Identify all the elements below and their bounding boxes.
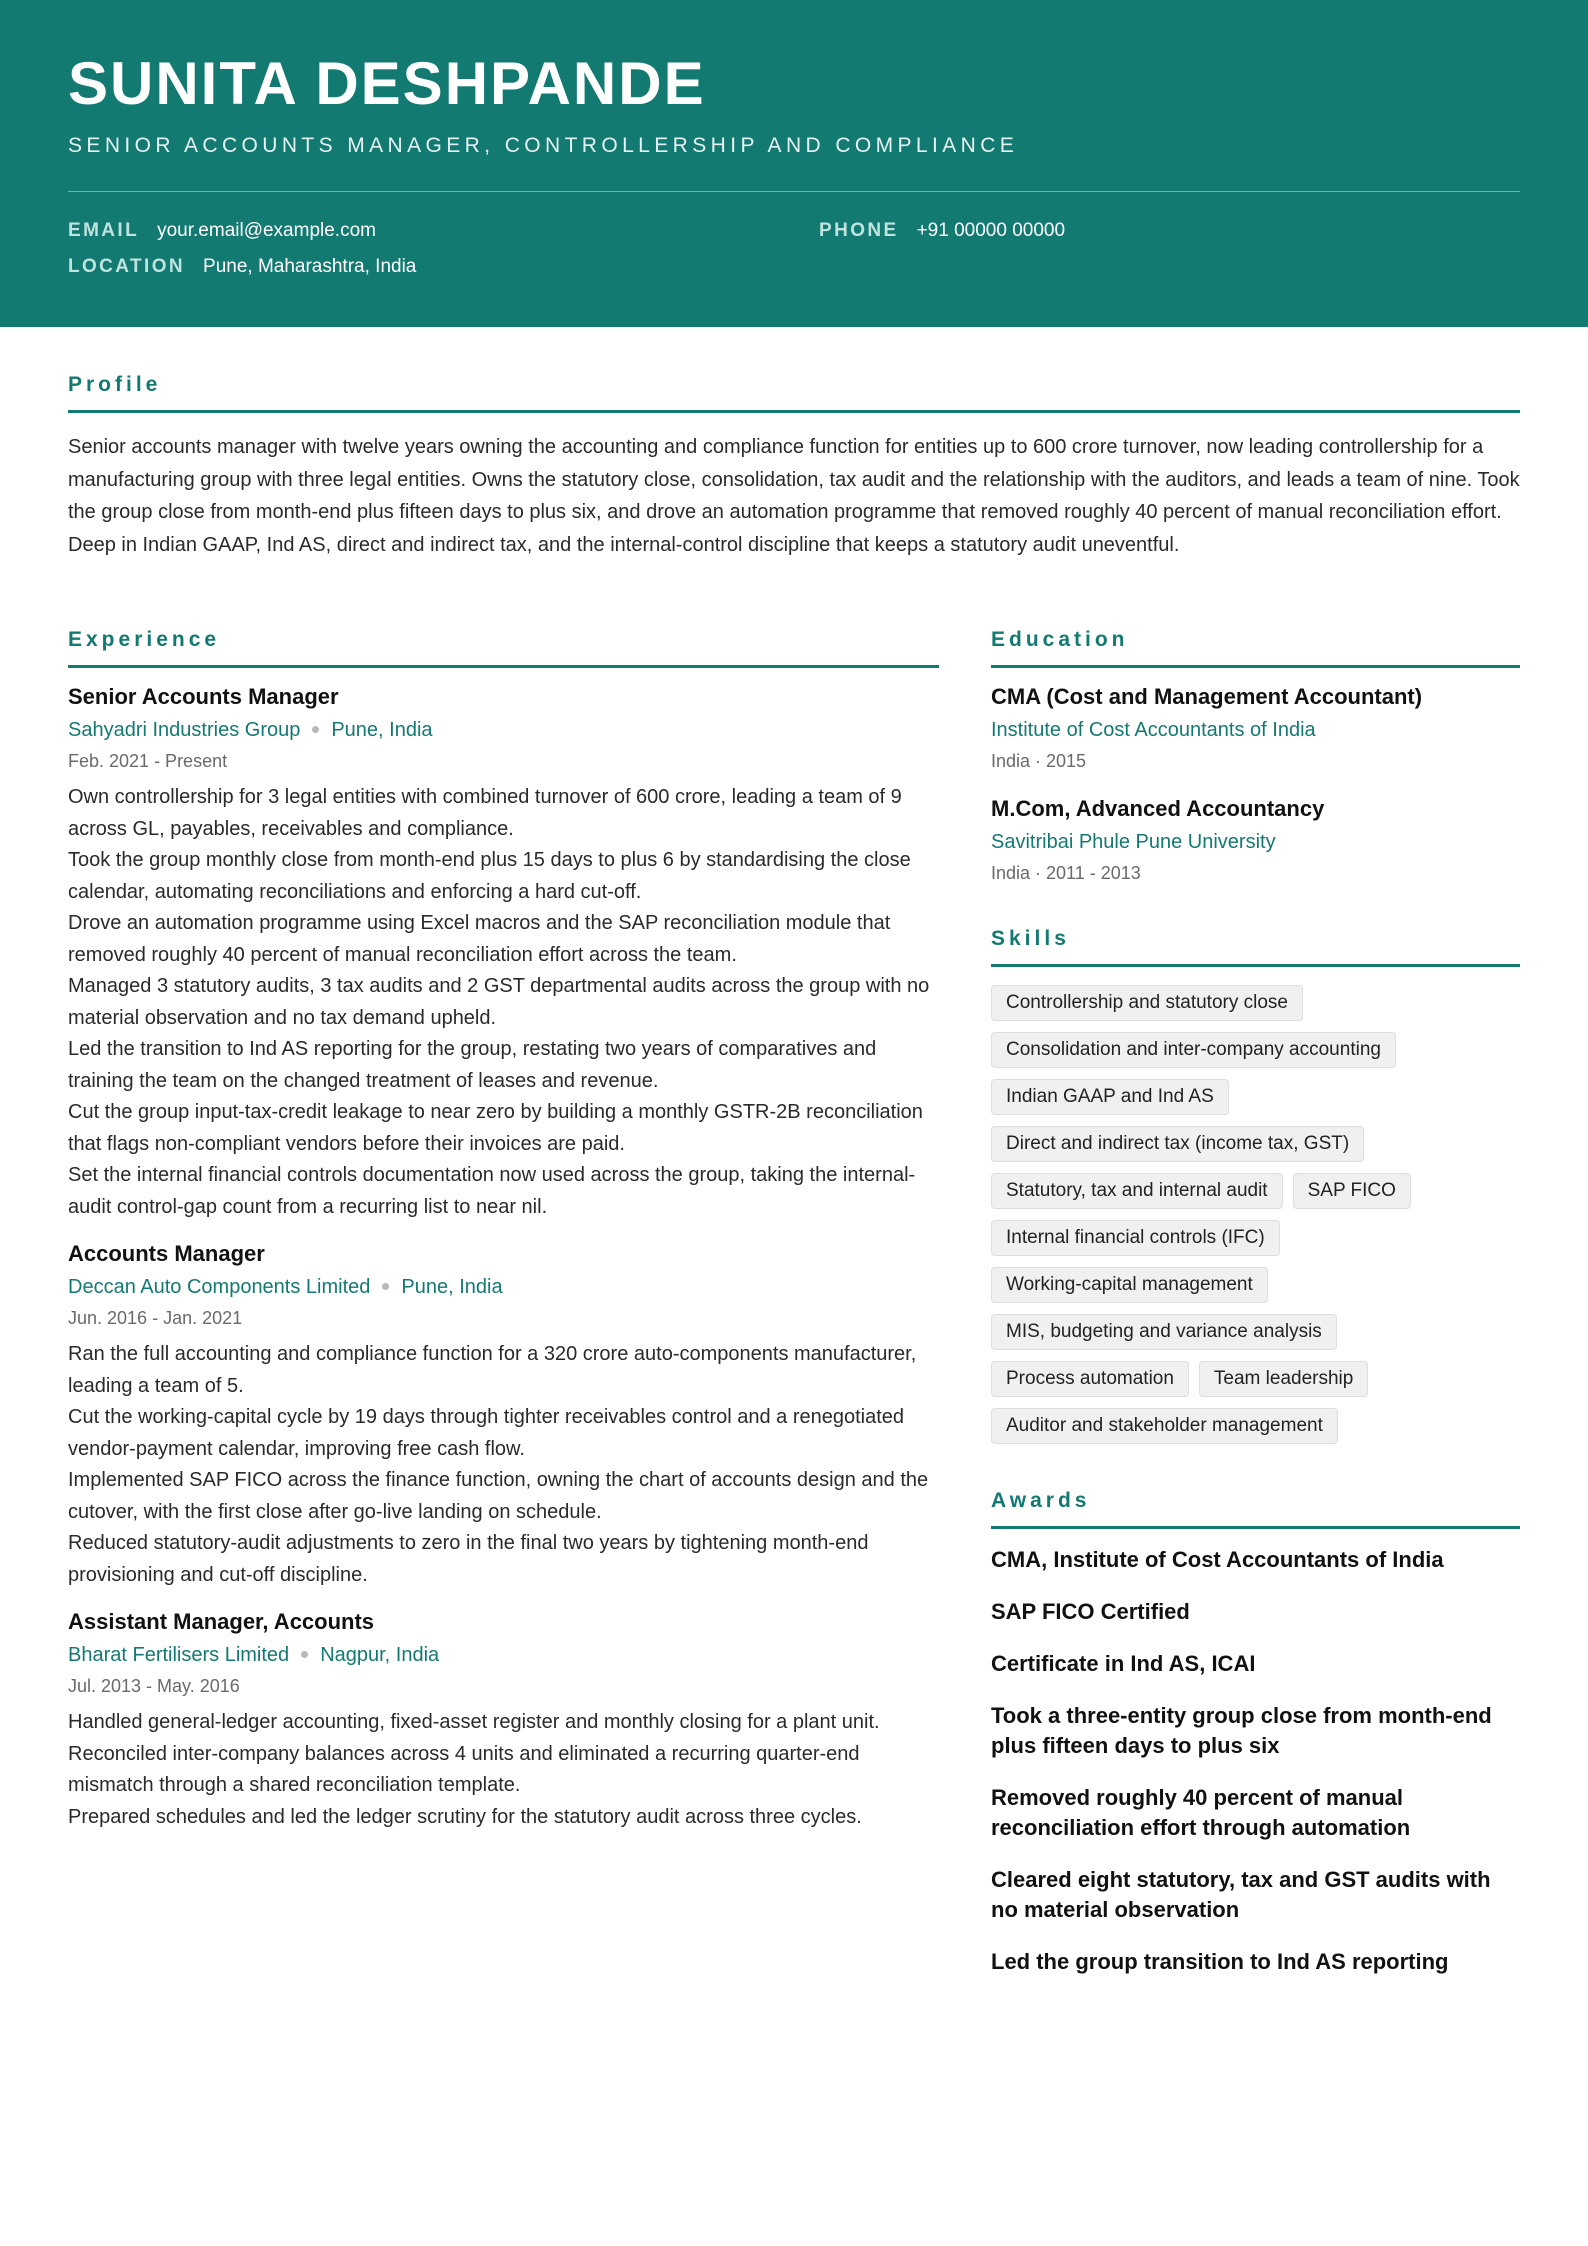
- education-heading: Education: [991, 628, 1129, 651]
- job-bullet: Reduced statutory-audit adjustments to zero in the final two years by tightening month-end provisioning and cut-off discipline.: [68, 1532, 869, 1586]
- job-bullet: Handled general-ledger accounting, fixed-asset register and monthly closing for a plant unit.: [68, 1711, 880, 1733]
- header-divider: [68, 191, 1520, 192]
- location-value: Pune, Maharashtra, India: [203, 256, 417, 277]
- separator-dot: [301, 1651, 308, 1658]
- award-item: CMA, Institute of Cost Accountants of India: [991, 1547, 1444, 1572]
- job-org-line: [68, 714, 940, 746]
- job-title: Accounts Manager: [68, 1241, 265, 1266]
- job-location: Nagpur, India: [320, 1644, 440, 1666]
- skill-tag: Internal financial controls (IFC): [991, 1220, 1280, 1256]
- contact-email: [68, 218, 376, 244]
- education-institution: Savitribai Phule Pune University: [991, 831, 1276, 853]
- job-title: Senior Accounts Manager: [68, 684, 339, 709]
- job-bullet: Reconciled inter-company balances across 4 units and eliminated a recurring quarter-end mismatch through a shared reconciliation template.: [68, 1742, 860, 1796]
- experience-heading: Experience: [68, 628, 221, 651]
- separator-dot: [382, 1283, 389, 1290]
- education-meta: India · 2015: [991, 751, 1087, 771]
- skill-tag: MIS, budgeting and variance analysis: [991, 1314, 1337, 1350]
- education-institution: Institute of Cost Accountants of India: [991, 719, 1316, 741]
- skill-tag: Indian GAAP and Ind AS: [991, 1079, 1229, 1115]
- job-entry: [68, 1237, 940, 1591]
- job-org-line: [68, 1271, 940, 1303]
- profile-heading: Profile: [68, 373, 162, 396]
- email-label: EMAIL: [68, 220, 140, 241]
- skill-tag: SAP FICO: [1293, 1173, 1411, 1209]
- job-org-line: [68, 1639, 940, 1671]
- education-entry: [991, 680, 1521, 776]
- award-item: Removed roughly 40 percent of manual reconciliation effort through automation: [991, 1785, 1411, 1840]
- job-title: Assistant Manager, Accounts: [68, 1609, 375, 1634]
- job-bullet: Managed 3 statutory audits, 3 tax audits and 2 GST departmental audits across the group with no material observation and no tax demand upheld.: [68, 975, 930, 1029]
- email-value[interactable]: your.email@example.com: [157, 220, 376, 241]
- job-bullet: Implemented SAP FICO across the finance function, owning the chart of accounts design and the cutover, with the first close after go-live landing on schedule.: [68, 1469, 929, 1523]
- education-rule: [991, 665, 1520, 668]
- phone-label: PHONE: [819, 220, 899, 241]
- job-bullet: Drove an automation programme using Excel macros and the SAP reconciliation module that removed roughly 40 percent of manual reconciliation effort across the team.: [68, 912, 891, 966]
- education-degree: M.Com, Advanced Accountancy: [991, 796, 1325, 821]
- job-dates: Jul. 2013 - May. 2016: [68, 1676, 240, 1696]
- job-bullet: Led the transition to Ind AS reporting for the group, restating two years of comparatives and training the team on the changed treatment of leases and revenue.: [68, 1038, 877, 1092]
- job-location: Pune, India: [331, 719, 433, 741]
- experience-list: [68, 680, 940, 1847]
- award-item: Led the group transition to Ind AS reporting: [991, 1949, 1449, 1974]
- skill-tag: Auditor and stakeholder management: [991, 1408, 1338, 1444]
- job-bullet: Cut the working-capital cycle by 19 days through tighter receivables control and a renegotiated vendor-payment calendar, improving free cash flow.: [68, 1406, 905, 1460]
- profile-rule: [68, 410, 1520, 413]
- award-item: Cleared eight statutory, tax and GST audits with no material observation: [991, 1867, 1491, 1922]
- job-company: Deccan Auto Components Limited: [68, 1276, 371, 1298]
- education-meta: India · 2011 - 2013: [991, 863, 1141, 883]
- skill-tag: Statutory, tax and internal audit: [991, 1173, 1283, 1209]
- skill-tag: Team leadership: [1199, 1361, 1368, 1397]
- education-entry: [991, 792, 1521, 888]
- skill-tag: Working-capital management: [991, 1267, 1268, 1303]
- profile-summary: Senior accounts manager with twelve years owning the accounting and compliance function for entities up to 600 crore turnover, now leading controllership for a manufacturing group with three legal entities. Owns the statutory close, consolidation, tax audit and the relationship with the auditors, and leads a team of nine. Took the group close from month-end plus fifteen days to plus six, and drove an automation programme that removed roughly 40 percent of manual reconciliation effort. Deep in Indian GAAP, Ind AS, direct and indirect tax, and the internal-control discipline that keeps a statutory audit uneventful.: [68, 436, 1520, 556]
- job-bullet: Ran the full accounting and compliance function for a 320 crore auto-components manufacturer, leading a team of 5.: [68, 1343, 917, 1397]
- job-entry: [68, 1605, 940, 1833]
- location-label: LOCATION: [68, 256, 186, 277]
- job-dates: Feb. 2021 - Present: [68, 751, 228, 771]
- skills-list: [991, 985, 1521, 1444]
- award-item: Certificate in Ind AS, ICAI: [991, 1651, 1256, 1676]
- separator-dot: [312, 726, 319, 733]
- skills-heading: Skills: [991, 927, 1070, 950]
- candidate-title: SENIOR ACCOUNTS MANAGER, CONTROLLERSHIP AND COMPLIANCE: [68, 134, 1019, 157]
- job-company: Sahyadri Industries Group: [68, 719, 301, 741]
- experience-rule: [68, 665, 939, 668]
- skill-tag: Direct and indirect tax (income tax, GST): [991, 1126, 1364, 1162]
- skill-tag: Process automation: [991, 1361, 1189, 1397]
- awards-heading: Awards: [991, 1489, 1091, 1512]
- job-bullet: Set the internal financial controls documentation now used across the group, taking the internal-audit control-gap count from a recurring list to near nil.: [68, 1164, 916, 1218]
- job-dates: Jun. 2016 - Jan. 2021: [68, 1308, 243, 1328]
- job-bullet: Own controllership for 3 legal entities with combined turnover of 600 crore, leading a team of 9 across GL, payables, receivables and compliance.: [68, 786, 902, 840]
- job-bullets: [68, 1339, 940, 1591]
- job-bullets: [68, 1707, 940, 1833]
- skill-tag: Consolidation and inter-company accounting: [991, 1032, 1396, 1068]
- awards-list: [991, 1545, 1521, 1999]
- job-bullets: [68, 782, 940, 1223]
- award-item: Took a three-entity group close from month-end plus fifteen days to plus six: [991, 1703, 1492, 1758]
- contact-phone: [819, 218, 1065, 244]
- job-bullet: Took the group monthly close from month-end plus 15 days to plus 6 by standardising the close calendar, automating reconciliations and enforcing a hard cut-off.: [68, 849, 911, 903]
- job-company: Bharat Fertilisers Limited: [68, 1644, 290, 1666]
- award-item: SAP FICO Certified: [991, 1599, 1190, 1624]
- phone-value[interactable]: +91 00000 00000: [916, 220, 1066, 241]
- job-location: Pune, India: [401, 1276, 503, 1298]
- resume-header: [0, 0, 1588, 327]
- candidate-name: SUNITA DESHPANDE: [68, 50, 706, 117]
- education-list: [991, 680, 1521, 904]
- skill-tag: Controllership and statutory close: [991, 985, 1303, 1021]
- job-entry: [68, 680, 940, 1223]
- contact-location: [68, 254, 416, 280]
- education-degree: CMA (Cost and Management Accountant): [991, 684, 1423, 709]
- job-bullet: Prepared schedules and led the ledger scrutiny for the statutory audit across three cycles.: [68, 1805, 862, 1828]
- awards-rule: [991, 1526, 1520, 1529]
- skills-rule: [991, 964, 1520, 967]
- job-bullet: Cut the group input-tax-credit leakage to near zero by building a monthly GSTR-2B reconciliation that flags non-compliant vendors before their invoices are paid.: [68, 1101, 923, 1155]
